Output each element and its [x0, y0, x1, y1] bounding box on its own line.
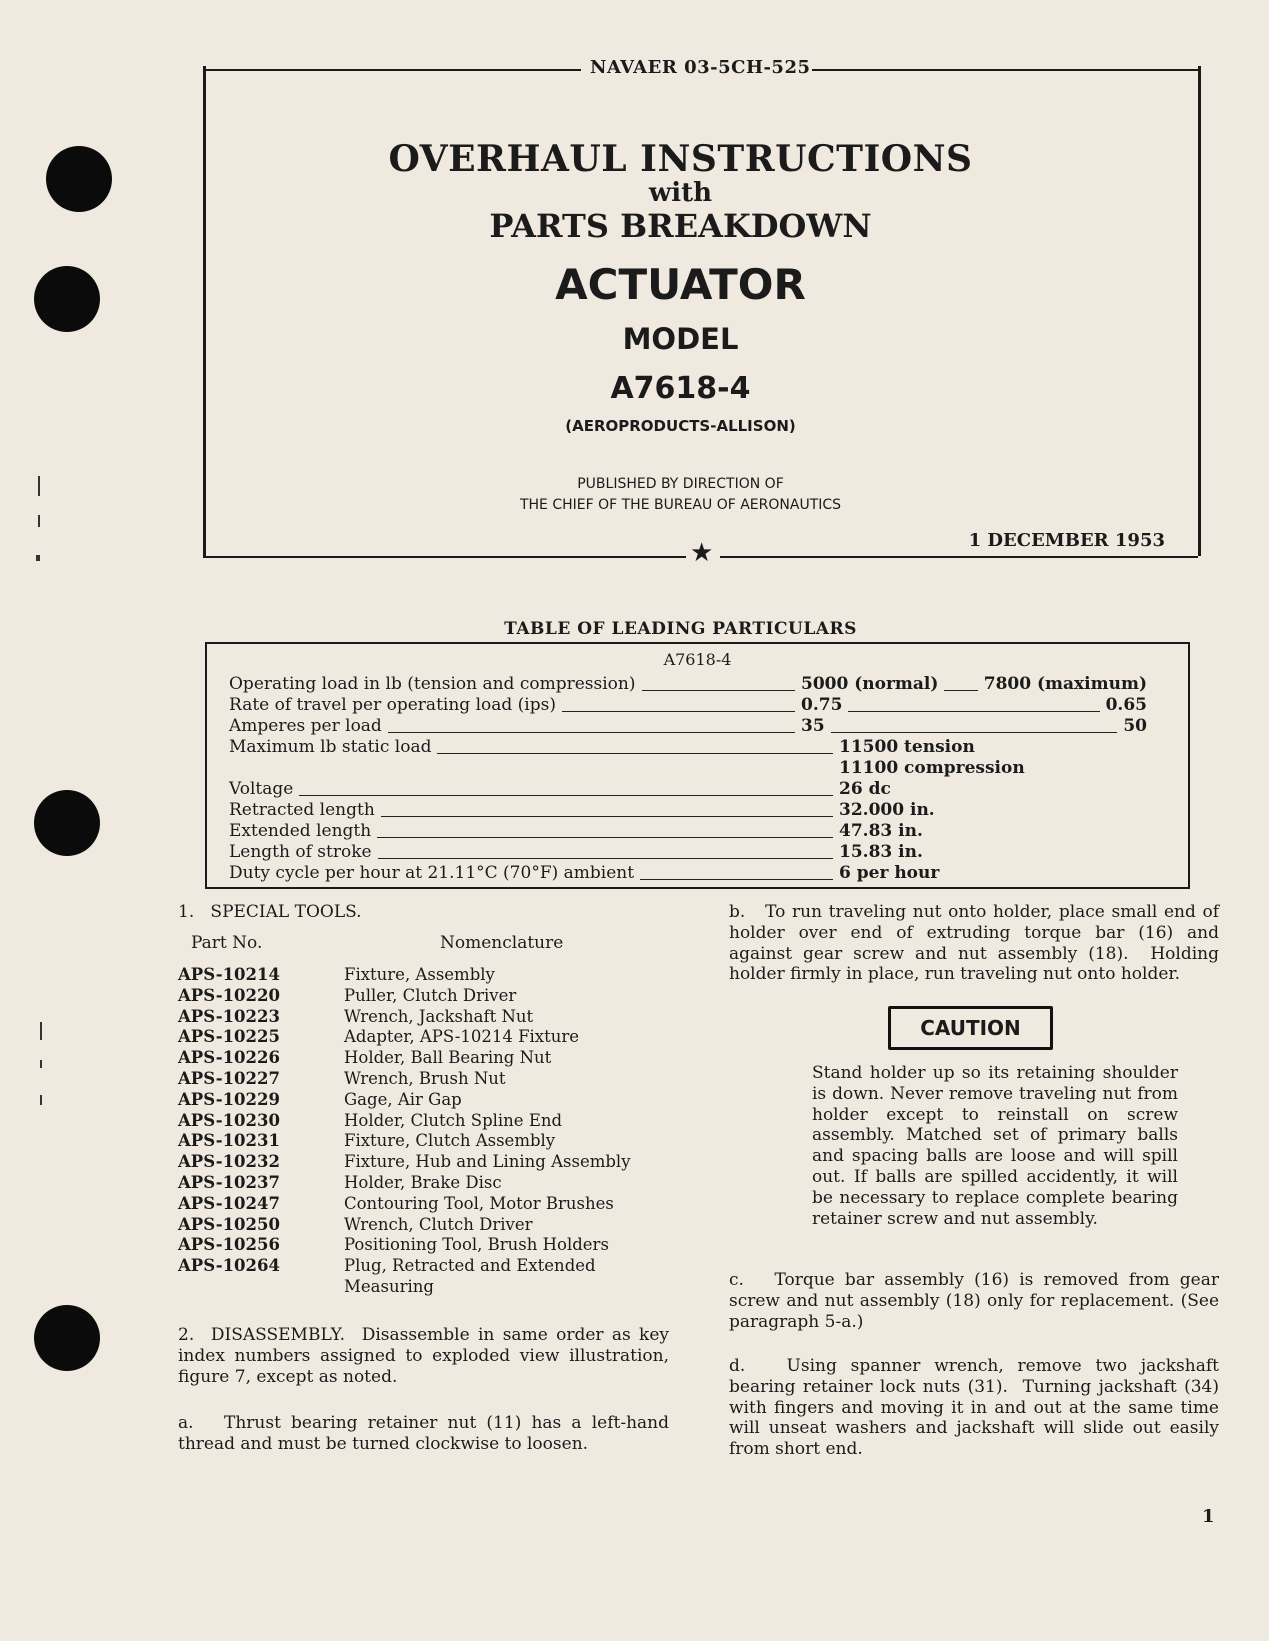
- paragraph-a: a. Thrust bearing retainer nut (11) has a left-hand thread and must be turned clockwise to loosen.: [178, 1413, 675, 1454]
- nomenclature: Holder, Clutch Spline End: [344, 1110, 563, 1130]
- row-value: 11100 compression: [839, 758, 1025, 778]
- publisher-note: [0, 474, 1269, 516]
- list-item: [178, 1026, 678, 1047]
- title-line-1: OVERHAUL INSTRUCTIONS: [388, 138, 973, 180]
- nomenclature: Wrench, Clutch Driver: [344, 1214, 533, 1234]
- nomenclature: Positioning Tool, Brush Holders: [344, 1235, 609, 1255]
- list-item: [178, 1172, 678, 1193]
- table-row: [229, 842, 1169, 863]
- table-model: A7618-4: [663, 650, 732, 669]
- leader-line: [388, 732, 795, 733]
- row-value-max: 7800 (maximum): [983, 674, 1147, 694]
- page-number: 1: [1202, 1506, 1215, 1527]
- star-icon: ★: [690, 538, 714, 568]
- title-line-2: with: [648, 178, 713, 208]
- row-value: 35: [801, 716, 825, 736]
- list-item: [178, 1006, 678, 1027]
- scan-mark: [38, 515, 40, 527]
- scan-mark: [36, 555, 40, 561]
- paragraph-disassembly: 2. DISASSEMBLY. Disassemble in same order as key index numbers assigned to exploded view illustration, figure 7, except as noted.: [178, 1325, 675, 1387]
- nomenclature-continuation: Measuring: [344, 1277, 434, 1296]
- nomenclature: Gage, Air Gap: [344, 1089, 462, 1109]
- table-row: [229, 674, 1169, 695]
- row-value: 26 dc: [839, 779, 891, 799]
- leader-line: [831, 732, 1118, 733]
- list-item: [178, 1047, 678, 1068]
- item-title: ACTUATOR: [555, 260, 806, 309]
- leader-line: [848, 711, 1099, 712]
- part-number: APS-10230: [178, 1110, 280, 1130]
- part-number: APS-10229: [178, 1089, 280, 1109]
- publication-date: 1 DECEMBER 1953: [968, 530, 1165, 551]
- leader-line: [642, 690, 796, 691]
- binder-hole-3: [34, 790, 100, 856]
- caution-text: Stand holder up so its retaining shoulder is down. Never remove traveling nut from holder except to reinstall on screw assembly. Matched set of primary balls and spacing balls are loose and will spill out. If balls are spilled accidently, it will be necessary to replace complete bearing retainer screw and nut assembly.: [812, 1063, 1178, 1229]
- row-value: 47.83 in.: [839, 821, 923, 841]
- list-item: [178, 1110, 678, 1131]
- column-header-nomenclature: Nomenclature: [440, 933, 564, 953]
- paragraph-b: b. To run traveling nut onto holder, place small end of holder over end of extruding torque bar (16) and against gear screw and nut assembly (18). Holding holder firmly in place, run traveling nut onto holder.: [729, 902, 1225, 985]
- leader-line: [437, 753, 833, 754]
- table-row: [229, 758, 1169, 779]
- part-number: APS-10231: [178, 1131, 280, 1151]
- table-row: [229, 695, 1169, 716]
- row-label: Voltage: [229, 779, 294, 799]
- scan-mark: [40, 1022, 42, 1040]
- part-number: APS-10232: [178, 1152, 280, 1172]
- row-label: Maximum lb static load: [229, 737, 432, 757]
- part-number: APS-10256: [178, 1235, 280, 1255]
- nomenclature: Puller, Clutch Driver: [344, 985, 517, 1005]
- model-label: MODEL: [622, 322, 739, 356]
- table-row: [229, 716, 1169, 737]
- nomenclature: Contouring Tool, Motor Brushes: [344, 1193, 614, 1213]
- list-item: [178, 1068, 678, 1089]
- table-row: [229, 800, 1169, 821]
- row-label: Extended length: [229, 821, 372, 841]
- list-item: [178, 1089, 678, 1110]
- list-item: [178, 985, 678, 1006]
- binder-hole-4: [34, 1305, 100, 1371]
- row-label: Length of stroke: [229, 842, 372, 862]
- part-number: APS-10220: [178, 985, 280, 1005]
- frame-rule: [203, 69, 581, 71]
- nomenclature: Holder, Ball Bearing Nut: [344, 1048, 552, 1068]
- leader-line: [378, 858, 833, 859]
- frame-rule: [720, 556, 1198, 558]
- list-item: [178, 1214, 678, 1235]
- leader-line: [562, 711, 795, 712]
- list-item: [178, 1151, 678, 1172]
- section-heading-special-tools: 1. SPECIAL TOOLS.: [178, 902, 362, 922]
- table-row: [229, 863, 1169, 884]
- part-number: APS-10226: [178, 1048, 280, 1068]
- leader-line: [299, 795, 833, 796]
- publisher-line-2: THE CHIEF OF THE BUREAU OF AERONAUTICS: [519, 497, 842, 513]
- nomenclature: Adapter, APS-10214 Fixture: [344, 1027, 580, 1047]
- row-value: 15.83 in.: [839, 842, 923, 862]
- nomenclature: Fixture, Clutch Assembly: [344, 1131, 556, 1151]
- row-label: Retracted length: [229, 800, 375, 820]
- row-value: 6 per hour: [839, 863, 940, 883]
- leader-line: [377, 837, 833, 838]
- caution-label: CAUTION: [888, 1006, 1053, 1050]
- row-value: 32.000 in.: [839, 800, 935, 820]
- nomenclature: Holder, Brake Disc: [344, 1173, 502, 1192]
- manufacturer: (AEROPRODUCTS-ALLISON): [565, 417, 796, 435]
- publisher-line-1: PUBLISHED BY DIRECTION OF: [577, 476, 784, 492]
- nomenclature: Wrench, Brush Nut: [344, 1069, 506, 1088]
- row-value: 11500 tension: [839, 737, 975, 757]
- frame-rule: [203, 556, 686, 558]
- list-item: [178, 1234, 678, 1255]
- list-item: [178, 1255, 678, 1276]
- part-number: APS-10214: [178, 965, 280, 984]
- table-row: [229, 779, 1169, 800]
- row-value: 0.75: [801, 695, 843, 715]
- row-label: Duty cycle per hour at 21.11°C (70°F) ambient: [229, 863, 635, 883]
- paragraph-d: d. Using spanner wrench, remove two jackshaft bearing retainer lock nuts (31). Turning jackshaft (34) with fingers and moving it in and out at the same time will unseat washers and jackshaft will slide out easily from short end.: [729, 1356, 1225, 1460]
- nomenclature: Wrench, Jackshaft Nut: [344, 1006, 534, 1026]
- row-value-max: 50: [1123, 716, 1147, 736]
- leader-line: [640, 879, 833, 880]
- table-title: TABLE OF LEADING PARTICULARS: [504, 619, 857, 639]
- list-item: [178, 1193, 678, 1214]
- nomenclature: Plug, Retracted and Extended: [344, 1256, 596, 1276]
- publication-number: NAVAER 03-5CH-525: [590, 57, 811, 78]
- title-line-3: PARTS BREAKDOWN: [489, 207, 872, 245]
- scan-mark: [40, 1095, 42, 1105]
- part-number: APS-10237: [178, 1173, 280, 1192]
- list-item: [178, 964, 678, 985]
- part-number: APS-10250: [178, 1214, 280, 1234]
- leader-line: [381, 816, 833, 817]
- row-label: Operating load in lb (tension and compression): [229, 674, 636, 694]
- list-item: [178, 1130, 678, 1151]
- row-value: 5000 (normal): [801, 674, 939, 694]
- frame-rule: [812, 69, 1198, 71]
- table-row: [229, 821, 1169, 842]
- part-number: APS-10247: [178, 1193, 280, 1213]
- part-number: APS-10227: [178, 1069, 280, 1088]
- row-value-max: 0.65: [1105, 695, 1147, 715]
- table-row: [229, 737, 1169, 758]
- scan-mark: [40, 1060, 42, 1068]
- paragraph-c: c. Torque bar assembly (16) is removed from gear screw and nut assembly (18) only for replacement. (See paragraph 5-a.): [729, 1270, 1225, 1332]
- row-label: Rate of travel per operating load (ips): [229, 695, 556, 715]
- part-number: APS-10223: [178, 1006, 280, 1026]
- model-number: A7618-4: [610, 371, 751, 406]
- part-number: APS-10225: [178, 1027, 280, 1047]
- nomenclature: Fixture, Hub and Lining Assembly: [344, 1152, 631, 1172]
- leading-particulars-table: [205, 642, 1190, 889]
- leader-line: [944, 690, 977, 691]
- row-label: Amperes per load: [229, 716, 382, 736]
- part-number: APS-10264: [178, 1256, 280, 1276]
- nomenclature: Fixture, Assembly: [344, 965, 495, 984]
- column-header-part: Part No.: [191, 933, 263, 953]
